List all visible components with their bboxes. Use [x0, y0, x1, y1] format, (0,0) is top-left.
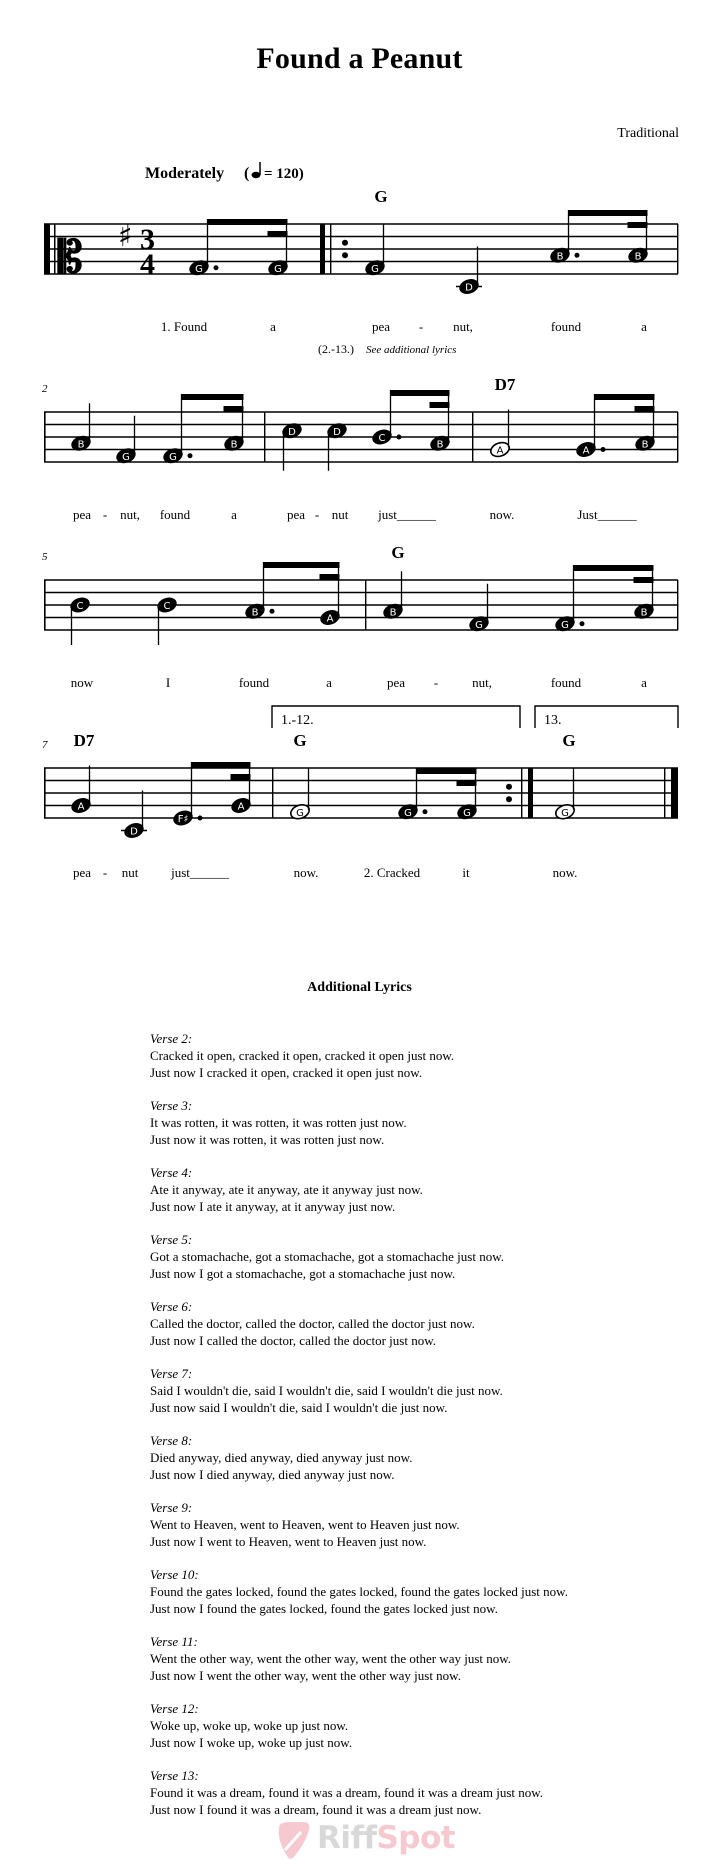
partial-beam: [634, 577, 654, 583]
lyric-syllable: found: [238, 675, 270, 690]
chord-symbol: G: [391, 543, 405, 562]
lyric-syllable: now: [70, 675, 94, 690]
chord-symbol: G: [374, 187, 388, 206]
note-letter: B: [634, 251, 642, 263]
verse-label: Verse 13:: [150, 1768, 199, 1783]
chord-symbol: G: [562, 731, 576, 750]
alto-clef-icon: 𝄡: [58, 232, 83, 283]
lyric-syllable: -: [418, 319, 424, 334]
verse-line: Just now I cracked it open, cracked it open just now.: [150, 1065, 423, 1080]
beam: [264, 562, 340, 568]
repeat-dot: [342, 252, 348, 258]
verse-line: Just now I ate it anyway, at it anyway just now.: [150, 1199, 396, 1214]
verse-block: [150, 1633, 670, 1684]
measure-number: 2: [42, 383, 48, 395]
verse-line: Just now I found the gates locked, found the gates locked just now.: [150, 1601, 498, 1616]
tempo-paren: (: [244, 165, 250, 182]
augmentation-dot: [214, 265, 219, 270]
note-letter: A: [582, 445, 590, 457]
logo-riff: Riff: [317, 1820, 377, 1856]
beam: [182, 394, 244, 400]
start-thick-bar: [44, 224, 50, 274]
lyric-syllable: found: [550, 319, 582, 334]
lyric-syllable: it: [462, 865, 470, 880]
lyric-syllable: -: [314, 507, 320, 522]
note-letter: D: [288, 426, 296, 438]
lyric-syllable: now.: [552, 865, 578, 880]
lyric-syllable: just______: [171, 865, 229, 880]
note-letter: G: [404, 807, 412, 819]
volta-label: 13.: [544, 713, 562, 728]
lyric-syllable: nut,: [453, 319, 473, 334]
chord-symbol: G: [293, 731, 307, 750]
note-letter: A: [496, 445, 504, 457]
verse-line: Called the doctor, called the doctor, called the doctor just now.: [150, 1316, 475, 1331]
riffspot-logo: [275, 1820, 455, 1860]
additional-lyrics-list: [150, 1030, 670, 1834]
verse-line: Went the other way, went the other way, went the other way just now.: [150, 1651, 512, 1666]
lyric-syllable: -: [102, 865, 108, 880]
volta-label: 1.-12.: [281, 713, 314, 728]
barline: [44, 580, 46, 630]
logo-wordmark: [317, 1820, 455, 1856]
verse-range: (2.-13.): [318, 342, 354, 356]
tempo-marking: Moderately: [145, 165, 225, 182]
lyric-syllable: found: [550, 675, 582, 690]
note-letter: B: [436, 439, 444, 451]
note-letter: G: [195, 263, 203, 275]
repeat-dot: [506, 796, 512, 802]
verse-label: Verse 8:: [150, 1433, 193, 1448]
lyric-syllable: now.: [293, 865, 319, 880]
note-letter: B: [77, 439, 85, 451]
beam: [417, 768, 477, 774]
note-letter: G: [475, 619, 483, 631]
note-letter: C: [163, 601, 171, 612]
verse-line: Just now I went the other way, went the other way just now.: [150, 1668, 461, 1683]
lyric-syllable: nut,: [120, 507, 140, 522]
lyric-syllable: pea: [72, 865, 92, 880]
verse-label: Verse 9:: [150, 1500, 193, 1515]
lyric-syllable: 2. Cracked: [363, 865, 421, 880]
augmentation-dot: [270, 609, 275, 614]
lyric-syllable: -: [102, 507, 108, 522]
partial-beam: [635, 406, 655, 412]
verse-block: [150, 1298, 670, 1349]
partial-beam: [628, 222, 648, 228]
lyric-syllable: pea: [72, 507, 92, 522]
verse-label: Verse 5:: [150, 1232, 193, 1247]
lyric-syllable: pea: [371, 319, 391, 334]
chord-symbol: D7: [494, 375, 516, 394]
augmentation-dot: [575, 253, 580, 258]
barline: [264, 412, 265, 462]
beam: [192, 762, 251, 768]
barline: [677, 412, 678, 462]
augmentation-dot: [397, 435, 402, 440]
augmentation-dot: [601, 447, 606, 452]
note-letter: C: [76, 601, 84, 612]
lyric-syllable: nut: [121, 865, 139, 880]
lyric-syllable: a: [641, 675, 647, 690]
note-letter: D: [465, 282, 473, 294]
barline: [365, 580, 366, 630]
verse-line: Just now I went to Heaven, went to Heaven just now.: [150, 1534, 427, 1549]
barline: [472, 412, 473, 462]
note-letter: G: [122, 451, 130, 463]
verse-line: Went to Heaven, went to Heaven, went to Heaven just now.: [150, 1517, 460, 1532]
composer-credit: Traditional: [617, 126, 679, 141]
verse-line: Got a stomachache, got a stomachache, got a stomachache just now.: [150, 1249, 505, 1264]
sharp-icon: ♯: [118, 219, 133, 254]
note-letter: F♯: [177, 814, 189, 825]
note-letter: B: [389, 607, 397, 619]
lyric-syllable: -: [433, 675, 439, 690]
beam: [595, 394, 655, 400]
partial-beam: [231, 774, 251, 780]
partial-beam: [268, 231, 288, 237]
note-letter: G: [274, 263, 282, 275]
verse-block: [150, 1566, 670, 1617]
note-letter: D: [333, 426, 341, 438]
beam: [391, 390, 450, 396]
note-letter: G: [296, 807, 304, 819]
lyric-syllable: pea: [286, 507, 306, 522]
lyric-syllable: a: [270, 319, 276, 334]
verse-line: Just now I called the doctor, called the doctor just now.: [150, 1333, 437, 1348]
guitar-pick-icon: [275, 1820, 313, 1860]
lyric-syllable: a: [231, 507, 237, 522]
note-letter: G: [561, 807, 569, 819]
verse-label: Verse 12:: [150, 1701, 199, 1716]
measure-number: 5: [42, 551, 48, 563]
note-letter: D: [130, 826, 138, 838]
barline: [664, 768, 665, 818]
verse-block: [150, 1432, 670, 1483]
barline: [272, 768, 273, 818]
lyric-syllable: pea: [386, 675, 406, 690]
barline: [54, 224, 56, 274]
verse-block: [150, 1164, 670, 1215]
verse-line: Just now it was rotten, it was rotten just now.: [150, 1132, 385, 1147]
verse-block: [150, 1499, 670, 1550]
note-letter: B: [251, 607, 259, 619]
note-letter: A: [326, 613, 334, 625]
verse-line: Ate it anyway, ate it anyway, ate it anyway just now.: [150, 1182, 423, 1197]
time-sig-top: 3: [140, 223, 155, 256]
lyric-syllable: nut: [331, 507, 349, 522]
barline: [44, 412, 46, 462]
verse-line: Woke up, woke up, woke up just now.: [150, 1718, 349, 1733]
time-sig-bottom: 4: [140, 248, 155, 281]
lyric-syllable: 1. Found: [160, 319, 208, 334]
tempo-bpm: = 120): [264, 166, 304, 182]
repeat-dot: [506, 784, 512, 790]
verse-line: Found it was a dream, found it was a dream, found it was a dream just now.: [150, 1785, 544, 1800]
barline: [44, 768, 46, 818]
verse-label: Verse 6:: [150, 1299, 193, 1314]
note-letter: B: [556, 251, 564, 263]
chord-symbol: D7: [73, 731, 95, 750]
verse-block: [150, 1700, 670, 1751]
verse-label: Verse 3:: [150, 1098, 193, 1113]
augmentation-dot: [423, 809, 428, 814]
verse-label: Verse 2:: [150, 1031, 193, 1046]
verse-block: [150, 1767, 670, 1818]
beam: [208, 219, 288, 225]
verse-line: Cracked it open, cracked it open, cracked it open just now.: [150, 1048, 455, 1063]
augmentation-dot: [188, 453, 193, 458]
lyric-syllable: a: [641, 319, 647, 334]
lyric-syllable: I: [165, 675, 171, 690]
lyric-syllable: just______: [378, 507, 436, 522]
repeat-dot: [342, 240, 348, 246]
logo-spot: Spot: [376, 1820, 456, 1856]
repeat-thick-bar: [528, 768, 533, 818]
lyric-syllable: found: [159, 507, 191, 522]
note-letter: G: [371, 263, 379, 275]
verse-block: [150, 1365, 670, 1416]
verse-line: It was rotten, it was rotten, it was rotten just now.: [150, 1115, 407, 1130]
verse-line: Just now said I wouldn't die, said I wouldn't die just now.: [150, 1400, 448, 1415]
verse-label: Verse 7:: [150, 1366, 193, 1381]
augmentation-dot: [198, 816, 203, 821]
verse-line: Said I wouldn't die, said I wouldn't die, said I wouldn't die just now.: [150, 1383, 503, 1398]
verse-block: [150, 1030, 670, 1081]
barline: [330, 224, 331, 274]
lyric-syllable: a: [326, 675, 332, 690]
quarter-note-icon: [252, 172, 261, 178]
verse-line: Just now I found it was a dream, found it was a dream just now.: [150, 1802, 482, 1817]
note-letter: G: [169, 451, 177, 463]
verse-label: Verse 10:: [150, 1567, 199, 1582]
verse-line: Found the gates locked, found the gates locked, found the gates locked just now.: [150, 1584, 568, 1599]
verse-label: Verse 11:: [150, 1634, 198, 1649]
barline: [521, 768, 522, 818]
partial-beam: [430, 402, 450, 408]
measure-number: 7: [42, 739, 48, 751]
note-letter: G: [561, 619, 569, 631]
barline: [677, 224, 678, 274]
verse-line: Just now I died anyway, died anyway just now.: [150, 1467, 395, 1482]
note-letter: B: [641, 439, 649, 451]
final-thick-bar: [671, 768, 678, 818]
beam: [569, 210, 648, 216]
barline: [677, 580, 678, 630]
verse-line: Just now I got a stomachache, got a stomachache just now.: [150, 1266, 456, 1281]
verse-line: Died anyway, died anyway, died anyway just now.: [150, 1450, 413, 1465]
partial-beam: [224, 406, 244, 412]
note-letter: B: [230, 439, 238, 451]
verse-label: Verse 4:: [150, 1165, 193, 1180]
additional-lyrics-title: Additional Lyrics: [307, 980, 412, 995]
repeat-thick-bar: [320, 224, 325, 274]
note-letter: A: [77, 801, 85, 813]
partial-beam: [457, 780, 477, 786]
partial-beam: [320, 574, 340, 580]
verse-block: [150, 1231, 670, 1282]
note-letter: G: [463, 807, 471, 819]
note-letter: A: [237, 801, 245, 813]
lyric-syllable: now.: [489, 507, 515, 522]
song-title: Found a Peanut: [256, 42, 463, 75]
note-letter: B: [640, 607, 648, 619]
beam: [574, 565, 654, 571]
note-letter: C: [378, 433, 386, 444]
lyric-syllable: nut,: [472, 675, 492, 690]
verse-block: [150, 1097, 670, 1148]
see-additional-lyrics: See additional lyrics: [366, 344, 457, 356]
augmentation-dot: [580, 621, 585, 626]
verse-line: Just now I woke up, woke up just now.: [150, 1735, 353, 1750]
lyric-syllable: Just______: [577, 507, 637, 522]
